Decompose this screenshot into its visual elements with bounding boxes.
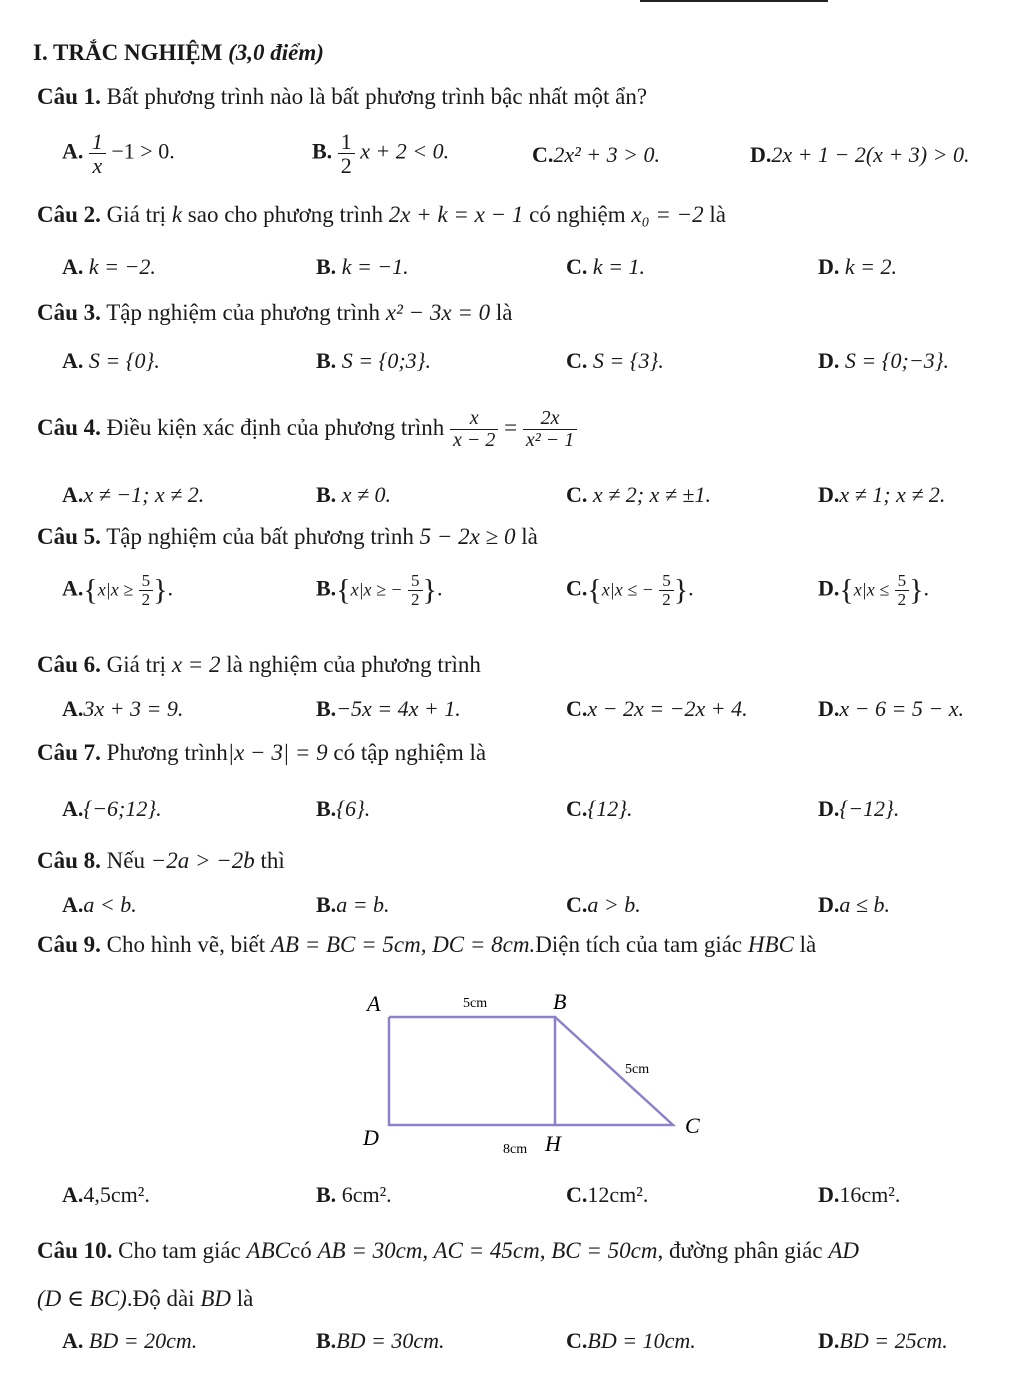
q4-option-d[interactable]: D.x ≠ 1; x ≠ 2. [818, 482, 946, 507]
question-label: Câu 3. [37, 300, 101, 325]
q10-option-b[interactable]: B.BD = 30cm. [316, 1328, 445, 1353]
question-8: Câu 8. Nếu −2a > −2b thì [37, 848, 285, 873]
q1-option-b[interactable] [312, 130, 449, 177]
fraction: $\frac{5}{2}$ [408, 572, 423, 609]
option-letter: D. [750, 142, 772, 167]
question-6: Câu 6. Giá trị x = 2 là nghiệm của phương trình [37, 652, 481, 677]
q7-option-b[interactable]: B.{6}. [316, 796, 371, 821]
fraction: $\frac{1}{x}$ [89, 130, 106, 177]
question-label: Câu 5. [37, 524, 101, 549]
fraction: $\frac{5}{2}$ [895, 572, 910, 609]
figure-trapezoid [355, 985, 715, 1165]
q9-option-c[interactable]: C.12cm². [566, 1182, 649, 1207]
label-h: H [545, 1131, 561, 1156]
triangle-hbc [555, 1017, 673, 1125]
question-label: Câu 10. [37, 1238, 113, 1263]
fraction-lhs: $\frac{x}{x - 2}$ [450, 408, 498, 451]
q3-option-a[interactable]: A. S = {0}. [62, 348, 160, 373]
q8-option-c[interactable]: C.a > b. [566, 892, 641, 917]
q4-option-a[interactable]: A.x ≠ −1; x ≠ 2. [62, 482, 205, 507]
q5-option-a[interactable]: A.{x|x ≥ $\frac{5}{2}$ }. [62, 571, 174, 609]
q1-option-d[interactable] [750, 142, 969, 168]
question-label: Câu 6. [37, 652, 101, 677]
q6-option-b[interactable]: B.−5x = 4x + 1. [316, 696, 461, 721]
question-2: Câu 2. Giá trị k sao cho phương trình 2x + k = x − 1 có nghiệm x₀ = −2 là [37, 202, 726, 227]
question-3: Câu 3. Tập nghiệm của phương trình x² − 3x = 0 là [37, 300, 513, 325]
q9-option-b[interactable]: B. 6cm². [316, 1182, 392, 1207]
q3-option-c[interactable]: C. S = {3}. [566, 348, 664, 373]
q5-option-d[interactable]: D.{x|x ≤ $\frac{5}{2}$ }. [818, 571, 930, 609]
q5-option-c[interactable]: C.{x|x ≤ − $\frac{5}{2}$ }. [566, 571, 694, 609]
fraction: $\frac{5}{2}$ [139, 572, 154, 609]
q7-option-a[interactable]: A.{−6;12}. [62, 796, 162, 821]
label-d: D [363, 1125, 379, 1150]
fraction: $\frac{5}{2}$ [659, 572, 674, 609]
q7-option-c[interactable]: C.{12}. [566, 796, 633, 821]
rectangle-abhd [389, 1017, 555, 1125]
option-text: x + 2 < 0. [360, 138, 450, 164]
option-letter: B. [312, 138, 333, 164]
question-4: Câu 4. Điều kiện xác định của phương trình $\frac{x}{x - 2}$ = $\frac{2x}{\text{x² − 1}}$ [37, 408, 577, 451]
question-9: Câu 9. Cho hình vẽ, biết AB = BC = 5cm, DC = 8cm.Diện tích của tam giác HBC là [37, 932, 817, 957]
option-letter: C. [532, 142, 554, 167]
label-a: A [367, 991, 381, 1016]
section-title-text: I. TRẮC NGHIỆM [33, 40, 223, 65]
q10-option-a[interactable]: A. BD = 20cm. [62, 1328, 198, 1353]
length-dc: 8cm [503, 1142, 528, 1157]
q10-option-c[interactable]: C.BD = 10cm. [566, 1328, 696, 1353]
question-text: Bất phương trình nào là bất phương trình bậc nhất một ẩn? [106, 84, 648, 109]
q10-option-d[interactable]: D.BD = 25cm. [818, 1328, 948, 1353]
question-1 [37, 84, 647, 110]
question-10-line-2: (D ∈ BC).Độ dài BD là [37, 1286, 254, 1311]
question-label: Câu 4. [37, 414, 101, 440]
q6-option-a[interactable]: A.3x + 3 = 9. [62, 696, 184, 721]
question-10: Câu 10. Cho tam giác ABCcó AB = 30cm, AC = 45cm, BC = 50cm, đường phân giác AD [37, 1238, 860, 1263]
question-7: Câu 7. Phương trình|x − 3| = 9 có tập nghiệm là [37, 740, 487, 765]
q4-option-b[interactable]: B. x ≠ 0. [316, 482, 392, 507]
option-text: −1 > 0. [111, 138, 175, 164]
q2-option-c[interactable]: C. k = 1. [566, 254, 646, 279]
q9-option-a[interactable]: A.4,5cm². [62, 1182, 150, 1207]
option-text: 2x + 1 − 2(x + 3) > 0. [771, 142, 970, 167]
q7-option-d[interactable]: D.{−12}. [818, 796, 900, 821]
fraction: $\frac{1}{2}$ [338, 130, 355, 177]
q3-option-d[interactable]: D. S = {0;−3}. [818, 348, 950, 373]
label-c: C [685, 1113, 700, 1138]
question-5: Câu 5. Tập nghiệm của bất phương trình 5 − 2x ≥ 0 là [37, 524, 538, 549]
q9-option-d[interactable]: D.16cm². [818, 1182, 901, 1207]
section-points: (3,0 điểm) [228, 40, 324, 65]
length-ab: 5cm [463, 996, 488, 1011]
question-label: Câu 9. [37, 932, 101, 957]
q1-option-a[interactable] [62, 130, 175, 177]
q8-option-a[interactable]: A.a < b. [62, 892, 137, 917]
q8-option-b[interactable]: B.a = b. [316, 892, 390, 917]
question-label: Câu 1. [37, 84, 101, 109]
top-rule [640, 0, 828, 2]
q6-option-d[interactable]: D.x − 6 = 5 − x. [818, 696, 964, 721]
q2-option-a[interactable]: A. k = −2. [62, 254, 156, 279]
question-label: Câu 7. [37, 740, 101, 765]
q2-option-d[interactable]: D. k = 2. [818, 254, 898, 279]
question-label: Câu 8. [37, 848, 101, 873]
length-bc: 5cm [625, 1062, 650, 1077]
label-b: B [553, 989, 567, 1014]
section-title [33, 40, 324, 66]
fraction-rhs: $\frac{2x}{\text{x² − 1}}$ [523, 408, 577, 451]
q5-option-b[interactable]: B.{x|x ≥ − $\frac{5}{2}$ }. [316, 571, 443, 609]
q1-option-c[interactable] [532, 142, 660, 168]
question-label: Câu 2. [37, 202, 101, 227]
q8-option-d[interactable]: D.a ≤ b. [818, 892, 890, 917]
q3-option-b[interactable]: B. S = {0;3}. [316, 348, 431, 373]
q4-option-c[interactable]: C. x ≠ 2; x ≠ ±1. [566, 482, 711, 507]
option-text: 2x² + 3 > 0. [553, 142, 660, 167]
option-letter: A. [62, 138, 84, 164]
q2-option-b[interactable]: B. k = −1. [316, 254, 409, 279]
q6-option-c[interactable]: C.x − 2x = −2x + 4. [566, 696, 748, 721]
